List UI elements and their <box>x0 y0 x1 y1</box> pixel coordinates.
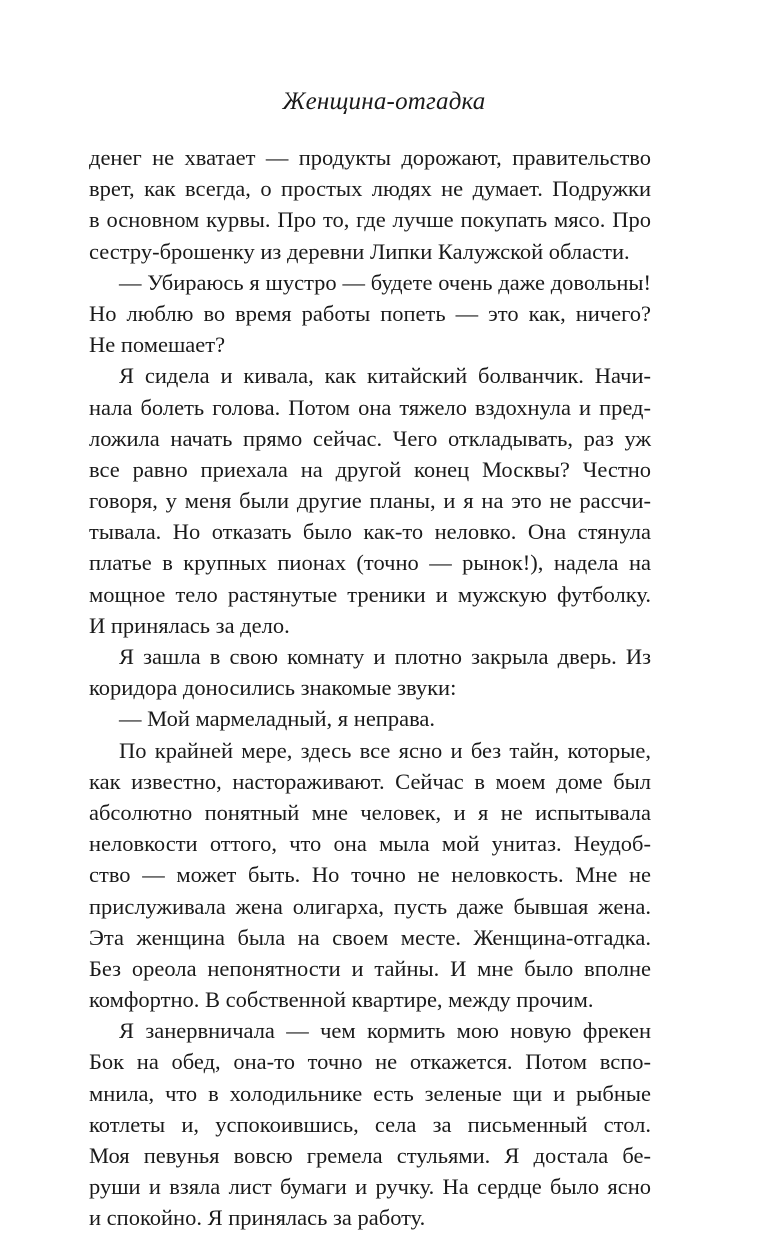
text-line: комфортно. В собственной квартире, между прочим. <box>89 987 594 1013</box>
text-line: коридора доносились знакомые звуки: <box>89 675 457 701</box>
text-line: ложила начать прямо сейчас. Чего откладывать, раз уж <box>89 425 651 451</box>
text-line: денег не хватает — продукты дорожают, правительство <box>89 145 651 170</box>
text-line: нала болеть голова. Потом она тяжело вздохнула и пред- <box>89 394 651 420</box>
text-line: Без ореола непонятности и тайны. И мне было вполне <box>89 955 651 981</box>
text-line: — Убираюсь я шустро — будете очень даже довольны! <box>119 269 651 295</box>
text-line: Моя певунья вовсю гремела стульями. Я достала бе- <box>89 1143 651 1168</box>
text-line: котлеты и, успокоившись, села за письменный стол. <box>89 1111 651 1137</box>
text-line: руши и взяла лист бумаги и ручку. На сердце было ясно <box>89 1174 651 1200</box>
body-text <box>89 142 651 1234</box>
text-line: в основном курвы. Про то, где лучше покупать мясо. Про <box>89 207 651 233</box>
text-line: мощное тело растянутые треники и мужскую футболку. <box>89 581 651 607</box>
text-line: сестру-брошенку из деревни Липки Калужской области. <box>89 238 630 264</box>
text-line: Эта женщина была на своем месте. Женщина-отгадка. <box>89 924 651 950</box>
text-line: Но люблю во время работы попеть — это как, ничего? <box>89 300 651 326</box>
text-line: прислуживала жена олигарха, пусть даже бывшая жена. <box>89 893 651 919</box>
text-line: все равно приехала на другой конец Москвы? Честно <box>89 456 651 482</box>
text-line: мнила, что в холодильнике есть зеленые щи и рыбные <box>89 1080 651 1106</box>
text-line: абсолютно понятный мне человек, и я не испытывала <box>89 799 651 825</box>
text-line: И принялась за дело. <box>89 612 290 638</box>
text-line: Я занервничала — чем кормить мою новую фрекен <box>119 1018 651 1044</box>
text-line: Не помешает? <box>89 332 226 358</box>
text-line: — Мой мармеладный, я неправа. <box>119 706 436 732</box>
text-line: говоря, у меня были другие планы, и я на это не рассчи- <box>89 488 651 514</box>
text-line: Я сидела и кивала, как китайский болванчик. Начи- <box>119 363 651 389</box>
text-line: платье в крупных пионах (точно — рынок!), надела на <box>89 550 651 576</box>
text-line: Бок на обед, она-то точно не откажется. Потом вспо- <box>89 1049 651 1075</box>
text-line: ство — может быть. Но точно не неловкость. Мне не <box>89 862 651 888</box>
text-line: Я зашла в свою комнату и плотно закрыла дверь. Из <box>119 644 651 669</box>
text-line: тывала. Но отказать было как-то неловко. Она стянула <box>89 519 651 545</box>
text-line: как известно, настораживают. Сейчас в моем доме был <box>89 768 651 794</box>
text-line: врет, как всегда, о простых людях не думает. Подружки <box>89 176 651 202</box>
running-title: Женщина-отгадка <box>282 88 486 115</box>
text-line: неловкости оттого, что она мыла мой унитаз. Неудоб- <box>89 831 651 857</box>
text-line: По крайней мере, здесь все ясно и без тайн, которые, <box>119 737 651 763</box>
text-line: и спокойно. Я принялась за работу. <box>89 1205 426 1231</box>
